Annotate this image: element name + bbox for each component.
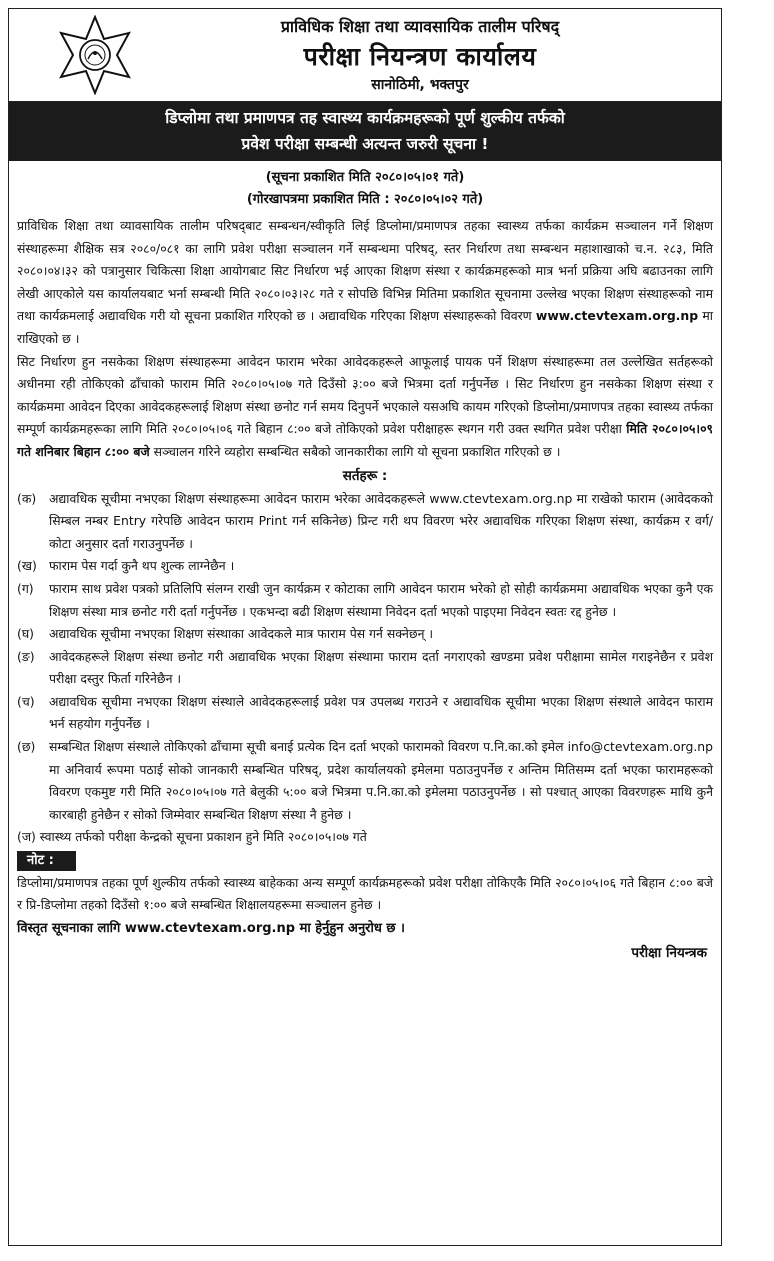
paragraph-2-text: सिट निर्धारण हुन नसकेका शिक्षण संस्थाहरूमा आवेदन फाराम भरेका आवेदकहरूले आफूलाई पायक पर्ने शिक्षण संस्थाहरूमा तल उल्लेखित सर्तहरूको अधीनमा रही तोकिएको ढाँचाको फाराम मिति २०८०।०५।०७ गते दिउँसो ३:०० बजे भित्रमा दर्ता गर्नुपर्नेछ । सिट निर्धारण हुन नसकेका शिक्षण संस्था र कार्यक्रममा आवेदन दिएका आवेदकहरूलाई शिक्षण संस्था छनोट गर्न समय दिनुपर्ने भएकाले यसअघि कायम गरिएको डिप्लोमा/प्रमाणपत्र तहका स्वास्थ्य तर्फका सम्पूर्ण कार्यक्रमहरूका लागि मिति २०८०।०५।०६ गते बिहान ८:०० बजे तोकिएको प्रवेश परीक्षाहरू स्थगन गरी उक्त स्थगित प्रवेश परीक्षा	[17, 353, 713, 437]
council-name: प्राविधिक शिक्षा तथा व्यावसायिक तालीम परिषद्	[280, 17, 560, 36]
condition-item	[17, 623, 713, 646]
condition-text: अद्यावधिक सूचीमा नभएका शिक्षण संस्थाले आवेदकहरूलाई प्रवेश पत्र उपलब्ध गराउने र अद्यावधिक सूचीमा भएका शिक्षण संस्थाले आवेदन फाराम भर्न सहयोग गर्नुपर्नेछ ।	[49, 693, 713, 732]
notice-page	[8, 8, 722, 1246]
condition-text: सम्बन्धित शिक्षण संस्थाले तोकिएको ढाँचामा सूची बनाई प्रत्येक दिन दर्ता भएको फारामको विवरण प.नि.का.को इमेल info@ctevtexam.org.np मा अनिवार्य रूपमा पठाई सोको जानकारी सम्बन्धित परिषद्‌, प्रदेश कार्यालयको इमेलमा पठाउनुपर्नेछ र अन्तिम मितिसम्म दर्ता भएका फारामहरूको विवरण एकमुष्ट गरी मिति २०८०।०५।०७ गते बेलुकी ५:०० बजे भित्रमा प.नि.का.को इमेलमा पठाउनुपर्नेछ । सो पश्चात् आएका विवरणहरू माथि कुनै कारबाही हुनेछैन र सोको जिम्मेवार सम्बन्धित शिक्षण संस्था नै हुनेछ ।	[49, 739, 713, 822]
paragraph-2-end: सञ्चालन गरिने व्यहोरा सम्बन्धित सबैको जानकारीका लागि यो सूचना प्रकाशित गरिएको छ ।	[153, 443, 561, 459]
condition-text: फाराम साथ प्रवेश पत्रको प्रतिलिपि संलग्न राखी जुन कार्यक्रम र कोटाका लागि आवेदन फाराम भरेको हो सोही कार्यक्रममा अद्यावधिक भएका कुनै एक शिक्षण संस्था मात्र छनोट गरी दर्ता गर्नुपर्नेछ । एकभन्दा बढी शिक्षण संस्थामा निवेदन दर्ता भएको पाइएमा निवेदन स्वतः रद्द हुनेछ ।	[49, 580, 713, 619]
condition-label: (ग)	[17, 580, 34, 596]
condition-text: अद्यावधिक सूचीमा नभएका शिक्षण संस्थाका आवेदकले मात्र फाराम पेस गर्न सक्नेछन् ।	[49, 626, 434, 642]
notice-header	[9, 9, 721, 102]
note-text: डिप्लोमा/प्रमाणपत्र तहका पूर्ण शुल्कीय तर्फको स्वास्थ्य बाहेकका अन्य सम्पूर्ण कार्यक्रमहरूको प्रवेश परीक्षा तोकिएकै मिति २०८०।०५।०६ गते बिहान ८:०० बजे र प्रि-डिप्लोमा तहको दिउँसो १:०० बजे सम्बन्धित शिक्षालयहरूमा सञ्चालन हुनेछ ।	[17, 874, 713, 913]
condition-text: आवेदकहरूले शिक्षण संस्था छनोट गरी अद्यावधिक भएका शिक्षण संस्थामा फाराम दर्ता नगराएको खण्डमा प्रवेश परीक्षामा सामेल गराइनेछैन र प्रवेश परीक्षा दस्तुर फिर्ता गरिनेछैन ।	[49, 648, 713, 687]
condition-label: (छ)	[17, 739, 36, 755]
note-label: नोट :	[17, 851, 76, 871]
condition-last-line: (ज) स्वास्थ्य तर्फको परीक्षा केन्द्रको सूचना प्रकाशन हुने मिति २०८०।०५।०७ गते	[17, 829, 367, 845]
paragraph-2	[17, 351, 713, 464]
paragraph-1	[17, 215, 713, 351]
condition-item	[17, 488, 713, 556]
conditions-title: सर्तहरू :	[342, 467, 388, 484]
signature: परीक्षा नियन्त्रक	[631, 944, 707, 961]
notice-body	[9, 211, 721, 965]
office-address: सानोठिमी, भक्तपुर	[371, 77, 469, 93]
website-link[interactable]: www.ctevtexam.org.np	[535, 308, 699, 324]
notice-title-line-1: डिप्लोमा तथा प्रमाणपत्र तह स्वास्थ्य कार्यक्रमहरूको पूर्ण शुल्कीय तर्फको	[165, 109, 565, 127]
condition-label: (च)	[17, 693, 35, 709]
condition-text: फाराम पेस गर्दा कुनै थप शुल्क लाग्नेछैन ।	[49, 558, 235, 574]
office-name: परीक्षा नियन्त्रण कार्यालय	[303, 42, 537, 71]
gorkhapatra-date: (गोरखापत्रमा प्रकाशित मिति : २०८०।०५।०२ गते)	[246, 192, 484, 207]
exam-date-highlight: मिति २०८०।०५।०९ गते शनिबार बिहान ८:०० बजे	[17, 421, 713, 459]
notice-title-line-2: प्रवेश परीक्षा सम्बन्धी अत्यन्त जरुरी सूचना !	[241, 135, 489, 153]
condition-item	[17, 691, 713, 736]
publication-dates	[9, 167, 721, 211]
condition-item	[17, 736, 713, 826]
paragraph-1-text: प्राविधिक शिक्षा तथा व्यावसायिक तालीम परिषद्‌बाट सम्बन्धन/स्वीकृति लिई डिप्लोमा/प्रमाणपत्र तहका स्वास्थ्य तर्फका कार्यक्रम सञ्चालन गर्ने शिक्षण संस्थाहरूमा शैक्षिक सत्र २०८०/०८१ का लागि प्रवेश परीक्षा सञ्चालन गर्ने सम्बन्धमा परिषद्‌, स्तर निर्धारण तथा सम्बन्धन महाशाखाको च.न. २८३, मिति २०८०।०४।३२ को पत्रानुसार चिकित्सा शिक्षा आयोगबाट सिट निर्धारण भई आएका शिक्षण संस्था र कार्यक्रमहरूको मात्र भर्ना प्रक्रिया अघि बढाउनका लागि लेखी आएकोले यस कार्यालयबाट भर्ना सम्बन्धी मिति २०८०।०३।२८ गते र सोपछि विभिन्न मितिमा प्रकाशित सूचनामा उल्लेख भएका शिक्षण संस्थाहरूको नाम तथा कार्यक्रमलाई अद्यावधिक गरी यो सूचना प्रकाशित गरिएको छ । अद्यावधिक गरिएका शिक्षण संस्थाहरूको विवरण	[17, 218, 713, 324]
more-info-line: विस्तृत सूचनाका लागि www.ctevtexam.org.np मा हेर्नुहुन अनुरोध छ ।	[17, 920, 405, 936]
condition-label: (क)	[17, 490, 37, 506]
condition-item	[17, 646, 713, 691]
condition-item	[17, 578, 713, 623]
published-date: (सूचना प्रकाशित मिति २०८०।०५।०१ गते)	[265, 170, 465, 185]
condition-text: अद्यावधिक सूचीमा नभएका शिक्षण संस्थाहरूमा आवेदन फाराम भरेका आवेदकहरूले www.ctevtexam.org.np मा राखेको फाराम (आवेदकको सिम्बल नम्बर Entry गरेपछि आवेदन फाराम Print गर्न सकिनेछ) प्रिन्ट गरी थप विवरण भरेर अद्यावधिक गरिएका शिक्षण संस्था, कार्यक्रम र वर्ग/कोटा अनुसार दर्ता गराउनुपर्नेछ ।	[49, 490, 713, 551]
condition-label: (ङ)	[17, 648, 35, 664]
condition-item	[17, 555, 713, 578]
notice-title-banner	[9, 102, 721, 161]
paragraph-1-end: मा राखिएको छ ।	[17, 308, 713, 346]
condition-label: (ख)	[17, 558, 37, 574]
condition-label: (घ)	[17, 626, 34, 642]
